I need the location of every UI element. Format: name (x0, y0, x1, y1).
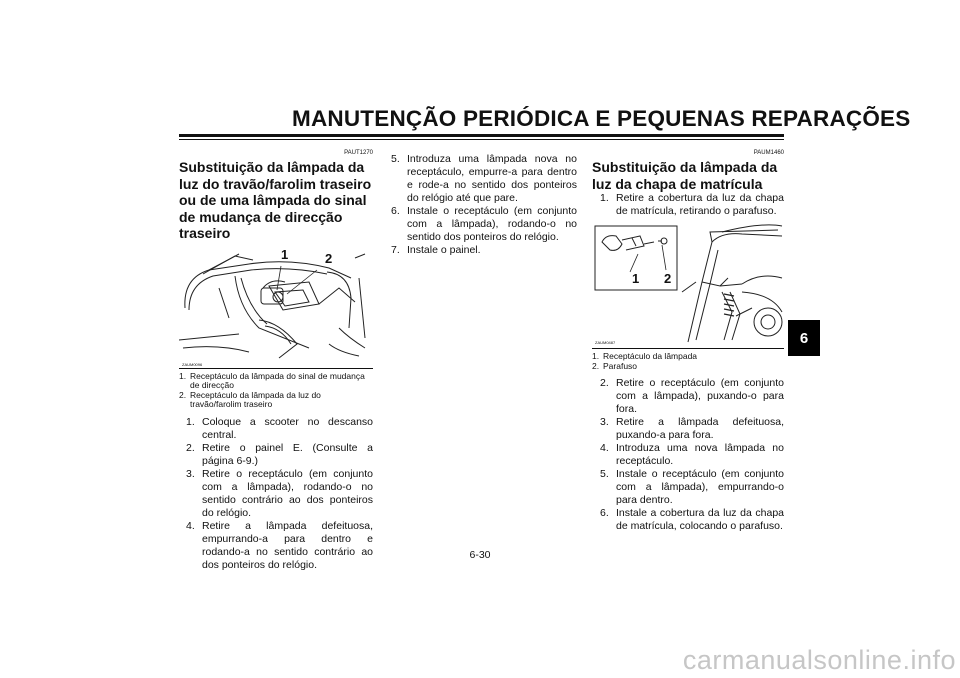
step-item: 3. Retire o receptáculo (em conjunto com a lâmpada), rodando-o no sentido contrário ao dos ponteiros do relógio. (186, 467, 373, 519)
caption-number: 1. (592, 351, 600, 361)
caption-item (179, 372, 373, 391)
caption-text: Receptáculo da lâmpada do sinal de mudança de direcção (190, 370, 365, 390)
caption-text: Receptáculo da lâmpada da luz do travão/farolim traseiro (190, 389, 321, 409)
steps-list (179, 416, 373, 572)
step-item: 5. Instale o receptáculo (em conjunto com a lâmpada), empurrando-o para dentro. (600, 468, 784, 506)
tail-light-figure (179, 248, 373, 366)
step-item: 4. Retire a lâmpada defeituosa, empurrando-a para dentro e rodando-a no sentido contrário ao dos ponteiros do relógio. (186, 519, 373, 571)
step-item: 6. Instale a cobertura da luz da chapa de matrícula, colocando o parafuso. (600, 507, 784, 532)
caption-number: 2. (592, 360, 600, 371)
page-title: MANUTENÇÃO PERIÓDICA E PEQUENAS REPARAÇÕES (292, 106, 911, 131)
chapter-tab: 6 (788, 320, 820, 356)
title-rule (179, 134, 784, 137)
caption-item (592, 362, 784, 372)
watermark: carmanualsonline.info (682, 645, 956, 675)
section-code: PAUM1460 (753, 150, 784, 156)
tail-light-illustration (179, 248, 373, 366)
steps-list (592, 377, 784, 533)
steps-list (592, 192, 784, 218)
step-item: 1. Coloque a scooter no descanso central. (186, 415, 373, 441)
section-code: PAUT1270 (344, 150, 373, 156)
section-heading: Substituição da lâmpada da luz do travão/farolim traseiro ou de uma lâmpada do sinal de mudança de direcção traseiro (179, 159, 372, 241)
figure-code: ZAUM0096 (182, 361, 203, 367)
step-item: 6. Instale o receptáculo (em conjunto com a lâmpada), rodando-o no sentido dos ponteiros do relógio. (391, 205, 577, 243)
caption-text: Receptáculo da lâmpada (603, 351, 698, 361)
caption-text: Parafuso (603, 360, 638, 371)
figure-label-2: 2 (325, 250, 333, 266)
step-item: 5. Introduza uma lâmpada nova no receptáculo, empurre-a para dentro e rode-a no sentido dos ponteiros do relógio até que pare. (391, 153, 577, 204)
middle-column (391, 153, 577, 257)
step-item: 2. Retire o painel E. (Consulte a página 6-9.) (186, 441, 373, 467)
license-light-illustration (592, 222, 784, 346)
step-item: 2. Retire o receptáculo (em conjunto com a lâmpada), puxando-o para fora. (600, 377, 784, 415)
figure-code: ZAUM0487 (595, 340, 616, 345)
figure-captions (179, 368, 373, 410)
figure-label-1: 1 (281, 246, 289, 262)
step-item: 4. Introduza uma nova lâmpada no receptáculo. (600, 442, 784, 467)
step-item: 1. Retire a cobertura da luz da chapa de matrícula, retirando o parafuso. (600, 192, 784, 217)
caption-item (179, 391, 373, 410)
step-item: 7. Instale o painel. (391, 244, 481, 256)
section-heading: Substituição da lâmpada da luz da chapa de matrícula (592, 159, 778, 192)
figure-label-1: 1 (632, 271, 640, 286)
figure-label-2: 2 (664, 271, 672, 286)
title-rule-thin (179, 139, 784, 140)
left-column (179, 150, 373, 572)
steps-list (391, 153, 577, 257)
caption-number: 2. (179, 389, 187, 400)
right-column (592, 150, 784, 533)
page-number: 6-30 (469, 549, 491, 561)
caption-number: 1. (179, 370, 187, 381)
license-light-figure (592, 222, 784, 346)
step-item: 3. Retire a lâmpada defeituosa, puxando-a para fora. (600, 416, 784, 441)
figure-captions (592, 348, 784, 371)
